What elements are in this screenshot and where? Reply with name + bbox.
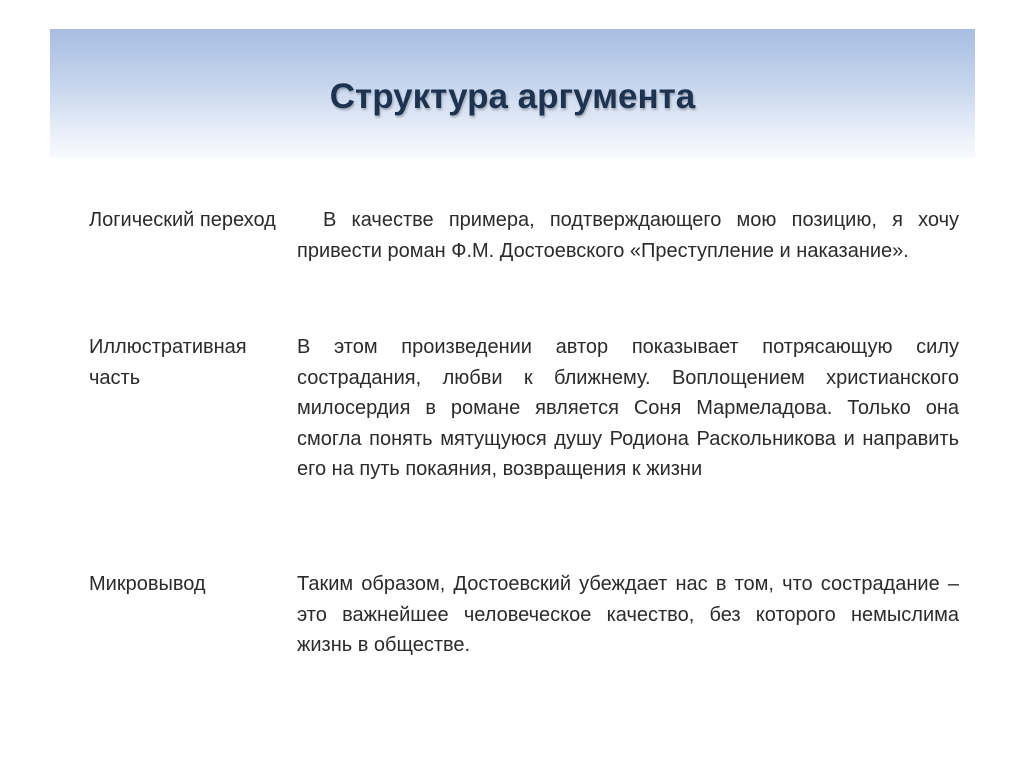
row-label: Микровывод — [89, 573, 206, 595]
row-text: В качестве примера, подтверждающего мою позицию, я хочу привести роман Ф.М. Достоевского «Преступление и наказание». — [297, 209, 959, 262]
row-label: Логический переход — [89, 209, 276, 231]
row-label: Иллюстративная часть — [89, 336, 247, 389]
slide-title: Структура аргумента — [329, 77, 696, 116]
row-text: Таким образом, Достоевский убеждает нас в том, что сострадание – это важнейшее человеческое качество, без которого немыслима жизнь в обществе. — [297, 573, 959, 656]
row-text: В этом произведении автор показывает потрясающую силу сострадания, любви к ближнему. Воплощением христианского милосердия в романе является Соня Мармеладова. Только она смогла понять мятущуюся душу Родиона Раскольникова и направить его на путь покаяния, возвращения к жизни — [297, 336, 959, 480]
